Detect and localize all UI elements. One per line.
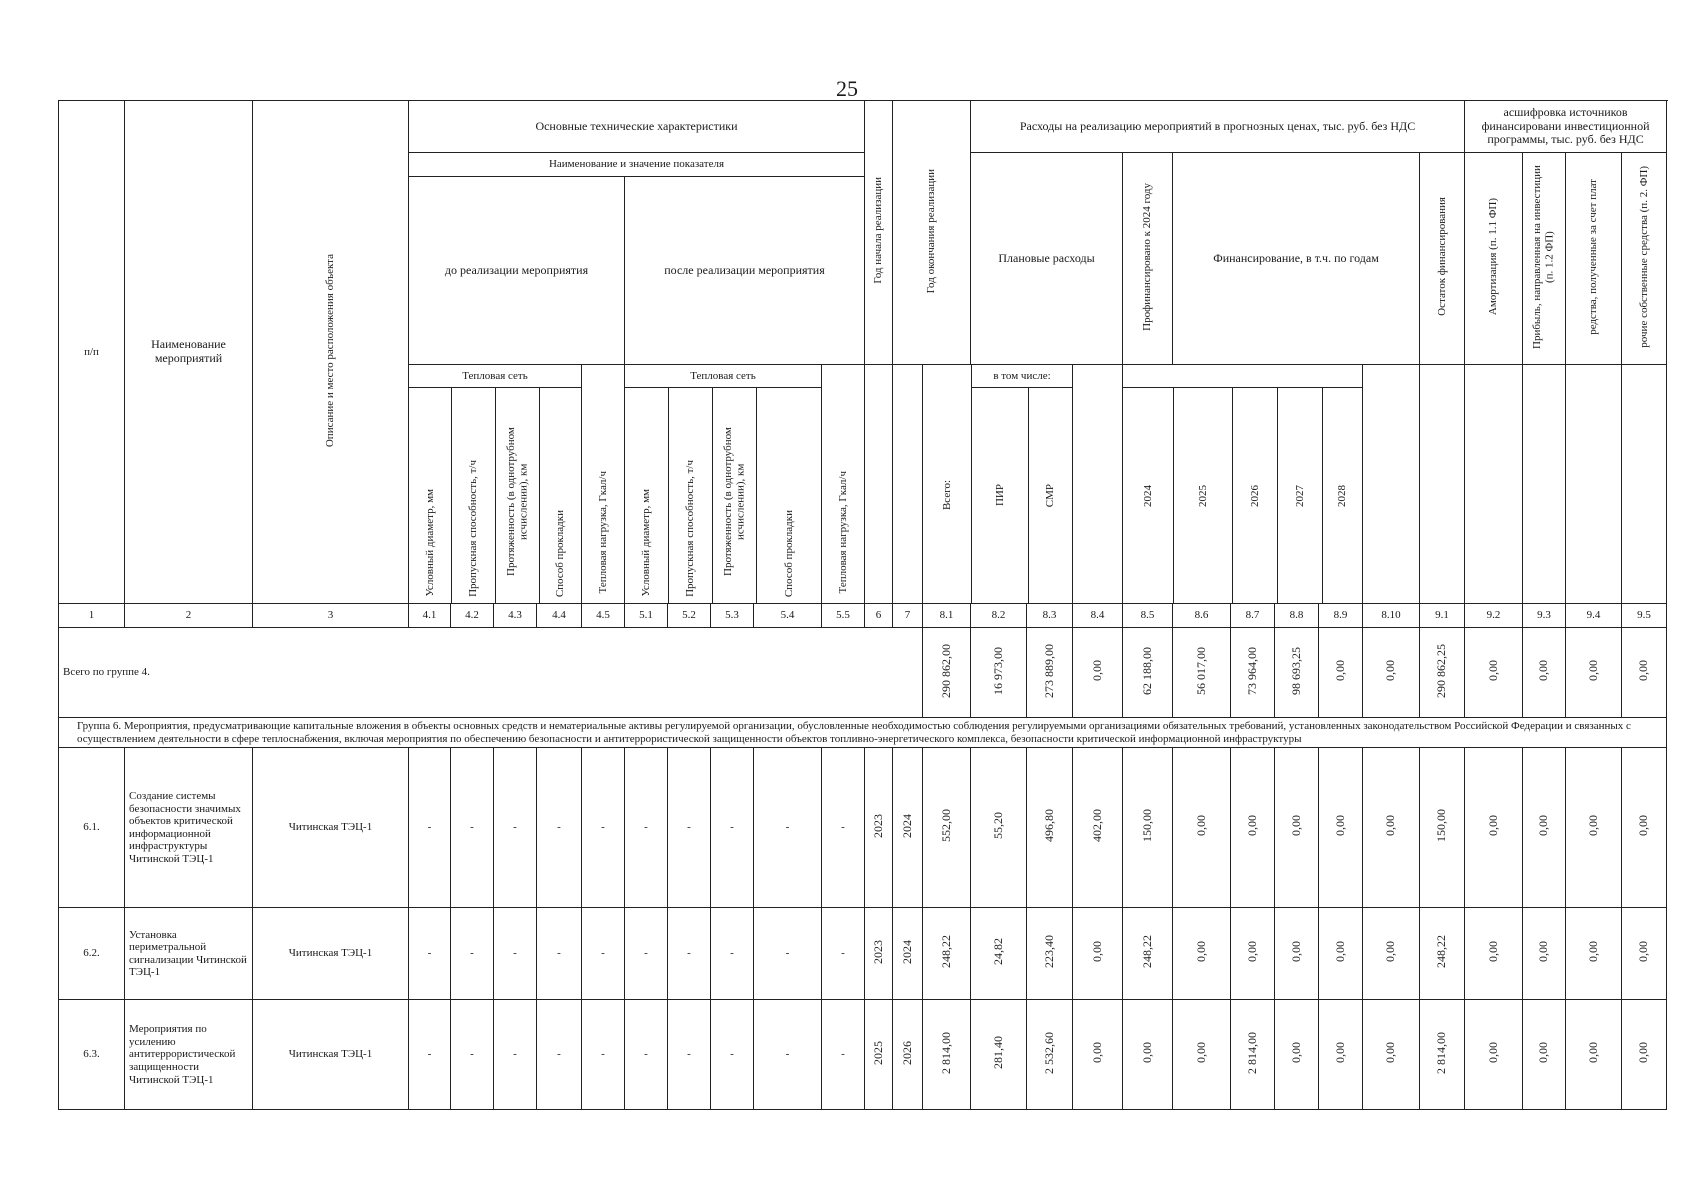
dash-cell: -: [822, 1000, 865, 1110]
column-index-cell: 9.4: [1566, 604, 1622, 628]
value-cell: 2 532,60: [1027, 1000, 1073, 1110]
column-index-cell: 8.7: [1231, 604, 1275, 628]
group6-title-row: [59, 718, 1667, 748]
row-year-end: 2024: [893, 908, 923, 1000]
header-name: Наименование мероприятий: [125, 101, 253, 604]
page-number: 25: [836, 76, 858, 101]
header-own: рочие собственные средства (п. 2. ФП): [1622, 153, 1667, 365]
dash-cell: -: [494, 1000, 537, 1110]
row-place: Читинская ТЭЦ-1: [253, 748, 409, 908]
total-cell: 290 862,25: [1420, 628, 1465, 718]
value-cell: 0,00: [1363, 1000, 1420, 1110]
total-cell: 16 973,00: [971, 628, 1027, 718]
value-cell: 0,00: [1523, 1000, 1566, 1110]
column-index-cell: 5.1: [625, 604, 668, 628]
dash-cell: -: [451, 1000, 494, 1110]
header-after: после реализации мероприятия: [625, 177, 865, 365]
dash-cell: -: [668, 908, 711, 1000]
table-row: [59, 908, 1667, 1000]
value-cell: 0,00: [1275, 908, 1319, 1000]
dash-cell: -: [668, 748, 711, 908]
group4-total-row: [59, 628, 1667, 718]
value-cell: 150,00: [1420, 748, 1465, 908]
value-cell: 0,00: [1123, 1000, 1173, 1110]
row-year-start: 2023: [865, 748, 893, 908]
column-index-cell: 1: [59, 604, 125, 628]
total-cell: 0,00: [1319, 628, 1363, 718]
value-cell: 0,00: [1622, 748, 1667, 908]
row-year-start: 2025: [865, 1000, 893, 1110]
column-index-cell: 9.5: [1622, 604, 1667, 628]
dash-cell: -: [822, 908, 865, 1000]
network-after: Тепловая сеть Условный диаметр, мм Пропускная способность, т/ч Протяженность (в однотрубном исчислении), км Способ прокладки: [625, 365, 822, 604]
row-year-end: 2026: [893, 1000, 923, 1110]
dash-cell: -: [754, 908, 822, 1000]
header-heat-load-after: Тепловая нагрузка, Гкал/ч: [822, 365, 865, 604]
header-heat-load-before: Тепловая нагрузка, Гкал/ч: [582, 365, 625, 604]
column-index-cell: 9.1: [1420, 604, 1465, 628]
dash-cell: -: [711, 748, 754, 908]
value-cell: 0,00: [1523, 908, 1566, 1000]
value-cell: 0,00: [1622, 908, 1667, 1000]
value-cell: 0,00: [1231, 748, 1275, 908]
column-index-cell: 8.6: [1173, 604, 1231, 628]
dash-cell: -: [754, 748, 822, 908]
value-cell: 0,00: [1275, 1000, 1319, 1110]
column-index-cell: 2: [125, 604, 253, 628]
planned-breakdown: в том числе: Всего: ПИР СМР: [923, 365, 1073, 604]
column-index-cell: 6: [865, 604, 893, 628]
column-index-cell: 5.4: [754, 604, 822, 628]
row-number: 6.3.: [59, 1000, 125, 1110]
value-cell: 2 814,00: [1231, 1000, 1275, 1110]
header-npp: п/п: [59, 101, 125, 604]
value-cell: 0,00: [1319, 908, 1363, 1000]
total-cell: 0,00: [1363, 628, 1420, 718]
dash-cell: -: [711, 908, 754, 1000]
value-cell: 281,40: [971, 1000, 1027, 1110]
header-prefinanced: Профинансировано к 2024 году: [1123, 153, 1173, 365]
dash-cell: -: [625, 1000, 668, 1110]
column-index-cell: 4.5: [582, 604, 625, 628]
table-row: [59, 1000, 1667, 1110]
row-place: Читинская ТЭЦ-1: [253, 908, 409, 1000]
total-cell: 0,00: [1566, 628, 1622, 718]
row-name: Мероприятия по усилению антитеррористической защищенности Читинской ТЭЦ-1: [125, 1000, 253, 1110]
table-row: [59, 748, 1667, 908]
value-cell: 248,22: [1420, 908, 1465, 1000]
value-cell: 223,40: [1027, 908, 1073, 1000]
group4-total-label: Всего по группе 4.: [59, 628, 923, 718]
financing-years: 2024 2025 2026 2027 2028: [1123, 365, 1363, 604]
value-cell: 0,00: [1231, 908, 1275, 1000]
header-indicator: Наименование и значение показателя: [409, 153, 865, 177]
column-index-cell: 4.3: [494, 604, 537, 628]
dash-cell: -: [494, 908, 537, 1000]
total-cell: 290 862,00: [923, 628, 971, 718]
value-cell: 0,00: [1566, 748, 1622, 908]
value-cell: 0,00: [1319, 1000, 1363, 1110]
value-cell: 0,00: [1566, 908, 1622, 1000]
total-cell: 0,00: [1465, 628, 1523, 718]
dash-cell: -: [494, 748, 537, 908]
total-cell: 98 693,25: [1275, 628, 1319, 718]
header-financing: Финансирование, в т.ч. по годам: [1173, 153, 1420, 365]
value-cell: 0,00: [1363, 748, 1420, 908]
value-cell: 55,20: [971, 748, 1027, 908]
column-index-cell: 8.4: [1073, 604, 1123, 628]
dash-cell: -: [409, 908, 451, 1000]
header-fees: редства, полученные за счет плат: [1566, 153, 1622, 365]
dash-cell: -: [711, 1000, 754, 1110]
group6-title: Группа 6. Мероприятия, предусматривающие капитальные вложения в объекты основных средств и нематериальные активы регулируемой организации, обусловленные необходимостью соблюдения регулируемыми организациями обязательных требований, установленных законодательством Российской Федерации и связанных с осуществлением деятельности в сфере теплоснабжения, включая мероприятия по обеспечению безопасности и антитеррористической защищенности объектов топливно-энергетического комплекса, безопасности критической информационной инфраструктуры: [59, 718, 1667, 748]
column-index-cell: 4.2: [451, 604, 494, 628]
value-cell: 0,00: [1566, 1000, 1622, 1110]
header-sources: асшифровка источников финансировани инвестиционной программы, тыс. руб. без НДС: [1465, 101, 1667, 153]
header-before: до реализации мероприятия: [409, 177, 625, 365]
column-index-cell: 7: [893, 604, 923, 628]
value-cell: 248,22: [923, 908, 971, 1000]
value-cell: 2 814,00: [923, 1000, 971, 1110]
column-index-cell: 8.9: [1319, 604, 1363, 628]
header-tech: Основные технические характеристики: [409, 101, 865, 153]
value-cell: 0,00: [1275, 748, 1319, 908]
row-number: 6.1.: [59, 748, 125, 908]
column-index-cell: 8.3: [1027, 604, 1073, 628]
column-index-cell: 9.2: [1465, 604, 1523, 628]
column-index-cell: 5.5: [822, 604, 865, 628]
column-index-cell: 8.10: [1363, 604, 1420, 628]
value-cell: 0,00: [1173, 748, 1231, 908]
value-cell: 552,00: [923, 748, 971, 908]
value-cell: 0,00: [1073, 1000, 1123, 1110]
column-index-cell: 8.2: [971, 604, 1027, 628]
value-cell: 0,00: [1523, 748, 1566, 908]
header-amort: Амортизация (п. 1.1 ФП): [1465, 153, 1523, 365]
column-index-cell: 8.1: [923, 604, 971, 628]
dash-cell: -: [537, 1000, 582, 1110]
value-cell: 0,00: [1465, 1000, 1523, 1110]
value-cell: 248,22: [1123, 908, 1173, 1000]
value-cell: 150,00: [1123, 748, 1173, 908]
total-cell: 273 889,00: [1027, 628, 1073, 718]
value-cell: 496,80: [1027, 748, 1073, 908]
value-cell: 24,82: [971, 908, 1027, 1000]
header-description: Описание и место расположения объекта: [253, 101, 409, 604]
value-cell: 0,00: [1363, 908, 1420, 1000]
investment-program-table: [58, 100, 1667, 1110]
header-costs: Расходы на реализацию мероприятий в прогнозных ценах, тыс. руб. без НДС: [971, 101, 1465, 153]
value-cell: 0,00: [1073, 908, 1123, 1000]
value-cell: 0,00: [1173, 908, 1231, 1000]
header-profit: Прибыль, направленная на инвестиции (п. 1.2 ФП): [1523, 153, 1566, 365]
dash-cell: -: [537, 748, 582, 908]
column-index-cell: 4.4: [537, 604, 582, 628]
value-cell: 0,00: [1622, 1000, 1667, 1110]
row-name: Создание системы безопасности значимых объектов критической информационной инфраструктуры Читинской ТЭЦ-1: [125, 748, 253, 908]
dash-cell: -: [625, 908, 668, 1000]
column-index-cell: 9.3: [1523, 604, 1566, 628]
column-index-cell: 8.8: [1275, 604, 1319, 628]
dash-cell: -: [451, 908, 494, 1000]
dash-cell: -: [668, 1000, 711, 1110]
row-name: Установка периметральной сигнализации Читинской ТЭЦ-1: [125, 908, 253, 1000]
total-cell: 73 964,00: [1231, 628, 1275, 718]
column-index-cell: 8.5: [1123, 604, 1173, 628]
column-index-row: [59, 604, 1667, 628]
column-index-cell: 5.2: [668, 604, 711, 628]
dash-cell: -: [822, 748, 865, 908]
network-before: Тепловая сеть Условный диаметр, мм Пропускная способность, т/ч Протяженность (в однотрубном исчислении), км Способ прокладки: [409, 365, 582, 604]
value-cell: 2 814,00: [1420, 1000, 1465, 1110]
header-planned: Плановые расходы: [971, 153, 1123, 365]
dash-cell: -: [451, 748, 494, 908]
total-cell: 56 017,00: [1173, 628, 1231, 718]
total-cell: 0,00: [1622, 628, 1667, 718]
column-index-cell: 4.1: [409, 604, 451, 628]
value-cell: 0,00: [1319, 748, 1363, 908]
value-cell: 402,00: [1073, 748, 1123, 908]
total-cell: 0,00: [1073, 628, 1123, 718]
row-number: 6.2.: [59, 908, 125, 1000]
dash-cell: -: [582, 748, 625, 908]
row-place: Читинская ТЭЦ-1: [253, 1000, 409, 1110]
dash-cell: -: [582, 1000, 625, 1110]
value-cell: 0,00: [1465, 908, 1523, 1000]
column-index-cell: 3: [253, 604, 409, 628]
row-year-start: 2023: [865, 908, 893, 1000]
dash-cell: -: [582, 908, 625, 1000]
dash-cell: -: [409, 1000, 451, 1110]
value-cell: 0,00: [1465, 748, 1523, 908]
dash-cell: -: [754, 1000, 822, 1110]
total-cell: 0,00: [1523, 628, 1566, 718]
header-remainder: Остаток финансирования: [1420, 153, 1465, 365]
header-year-start: Год начала реализации: [865, 101, 893, 365]
dash-cell: -: [537, 908, 582, 1000]
header-year-end: Год окончания реализации: [893, 101, 971, 365]
total-cell: 62 188,00: [1123, 628, 1173, 718]
row-year-end: 2024: [893, 748, 923, 908]
column-index-cell: 5.3: [711, 604, 754, 628]
dash-cell: -: [409, 748, 451, 908]
dash-cell: -: [625, 748, 668, 908]
value-cell: 0,00: [1173, 1000, 1231, 1110]
